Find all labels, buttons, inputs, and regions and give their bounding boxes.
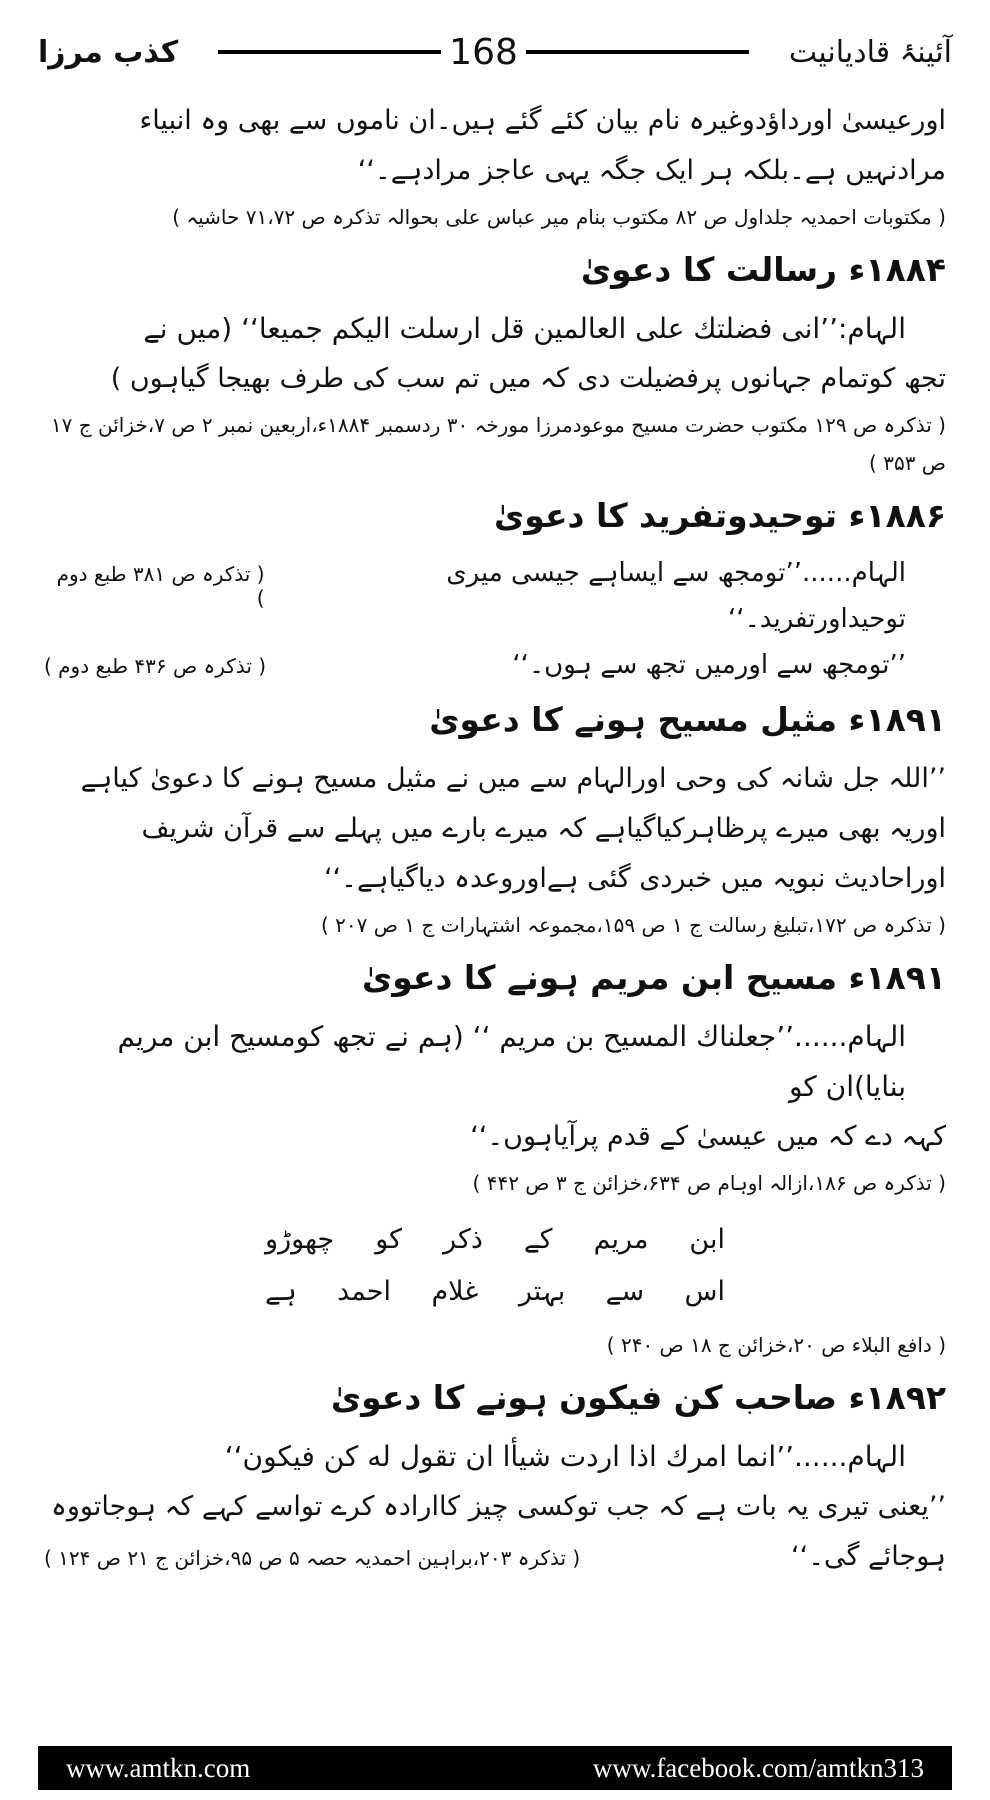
ibn-maryam-text: کہہ دے کہ میں عیسیٰ کے قدم پرآیاہوں۔‘‘ (470, 1121, 946, 1152)
tauheed-quote-1: الہام......’’تومجھ سے ایساہے جیسی میری توحیداورتفرید۔‘‘ (446, 558, 906, 634)
page-number: 168 (449, 31, 518, 73)
maseel-paragraph: ’’اللہ جل شانہ کی وحی اورالہام سے میں نے مثیل مسیح ہونے کا دعویٰ کیاہے اوریہ بھی میرے پرظاہرکیاگیاہے کہ میرے بارے میں پہلے سے قرآن شریف اوراحادیث نبویہ میں خبردی گئی ہےاوروعدہ دیاگیاہے۔‘‘ (80, 763, 946, 894)
kun-fayakun-last-row (44, 1532, 946, 1582)
ibn-maryam-reference: ( تذکرہ ص ۱۸۶،ازالہ اوہام ص ۶۳۴،خزائن ج ۳ ص ۴۴۲ ) (472, 1171, 946, 1195)
ilham-kun-fayakun: الہام......’’انما امرك اذا اردت شیأا ان تقول له كن فیكون‘‘ (224, 1440, 906, 1473)
header-rule-left (218, 50, 441, 54)
risalat-translation: تجھ کوتمام جہانوں پرفضیلت دی کہ میں تم سب کی طرف بھیجا گیاہوں ) (110, 363, 946, 394)
page-number-rule (218, 32, 749, 73)
verse-word: ابن (689, 1224, 725, 1255)
header-rule-right (526, 50, 749, 54)
page-body (44, 96, 946, 1708)
verse-word: اس (684, 1276, 725, 1307)
section-heading-ibn-maryam: ۱۸۹۱ء مسیح ابن مریم ہونے کا دعویٰ (361, 958, 946, 997)
page-header (38, 28, 952, 76)
verse-word: بہتر (518, 1276, 566, 1307)
verse-word: مریم (593, 1224, 649, 1255)
kun-fayakun-last-line: ہوجائے گی۔‘‘ (791, 1541, 946, 1572)
ilham-ibn-maryam: الہام......’’جعلناك المسیح بن مریم ‘‘ (ہم نے تجھ کومسیح ابن مریم بنایا)ان کو (117, 1020, 906, 1103)
tauheed-quote-2-row (44, 642, 946, 688)
verse-word: ہے (265, 1276, 297, 1307)
intro-reference: ( مکتوبات احمدیہ جلداول ص ۸۲ مکتوب بنام میر عباس علی بحوالہ تذکرہ ص ۷۱،۷۲ حاشیہ ) (172, 205, 946, 229)
verse-line-1 (265, 1214, 725, 1266)
verse-word: کے (523, 1224, 553, 1255)
page-footer (38, 1746, 952, 1790)
tauheed-quote-1-ref: ( تذکرہ ص ۳۸۱ طبع دوم ) (56, 562, 265, 610)
verse-word: سے (605, 1276, 645, 1307)
poetry-couplet (44, 1208, 946, 1324)
verse-line-2 (265, 1266, 725, 1318)
verse-word: چھوڑو (265, 1224, 335, 1255)
book-title: آئینۂ قادیانیت (788, 34, 952, 70)
verse-word: کو (375, 1224, 403, 1255)
footer-website-link[interactable]: www.amtkn.com (66, 1752, 251, 1783)
verse-word: احمد (337, 1276, 392, 1307)
section-heading-risalat: ۱۸۸۴ء رسالت کا دعویٰ (580, 250, 946, 289)
verse-reference: ( دافع البلاء ص ۲۰،خزائن ج ۱۸ ص ۲۴۰ ) (606, 1333, 946, 1357)
verse-word: غلام (431, 1276, 479, 1307)
kun-fayakun-text: ’’یعنی تیری یہ بات ہے کہ جب توکسی چیز کاارادہ کرے تواسے کہے کہ ہوجاتووہ (51, 1491, 946, 1522)
ilham-risalat: الہام:’’انی فضلتك علی العالمین قل ارسلت الیكم جمیعا‘‘ (میں نے (143, 312, 906, 345)
kun-fayakun-reference: ( تذکرہ ۲۰۳،براہین احمدیہ حصہ ۵ ص ۹۵،خزائن ج ۲۱ ص ۱۲۴ ) (44, 1546, 581, 1570)
section-heading-kun-fayakun: ۱۸۹۲ء صاحب کن فیکون ہونے کا دعویٰ (330, 1378, 946, 1417)
verse-word: ذکر (443, 1224, 483, 1255)
tauheed-quote-2-ref: ( تذکرہ ص ۴۳۶ طبع دوم ) (44, 654, 267, 678)
tauheed-quote-1-row (44, 550, 946, 642)
tauheed-quote-2: ’’تومجھ سے اورمیں تجھ سے ہوں۔‘‘ (512, 650, 906, 680)
section-heading-tauheed: ۱۸۸۶ء توحیدوتفرید کا دعویٰ (494, 496, 946, 535)
chapter-title: کذب مرزا (38, 34, 179, 70)
section-heading-maseel: ۱۸۹۱ء مثیل مسیح ہونے کا دعویٰ (429, 700, 946, 739)
intro-paragraph: اورعیسیٰ اورداؤدوغیرہ نام بیان کئے گئے ہیں۔ان ناموں سے بھی وہ انبیاء مرادنہیں ہے۔بلکہ ہر ایک جگہ یہی عاجز مرادہے۔‘‘ (139, 105, 946, 186)
maseel-reference: ( تذکرہ ص ۱۷۲،تبلیغ رسالت ج ۱ ص ۱۵۹،مجموعہ اشتہارات ج ۱ ص ۲۰۷ ) (321, 913, 946, 937)
footer-facebook-link[interactable]: www.facebook.com/amtkn313 (592, 1752, 924, 1783)
risalat-reference: ( تذکرہ ص ۱۲۹ مکتوب حضرت مسیح موعودمرزا مورخہ ۳۰ ردسمبر ۱۸۸۴ء،اربعین نمبر ۲ ص ۷،خزائن ج ۱۷ ص ۳۵۳ ) (50, 413, 946, 475)
